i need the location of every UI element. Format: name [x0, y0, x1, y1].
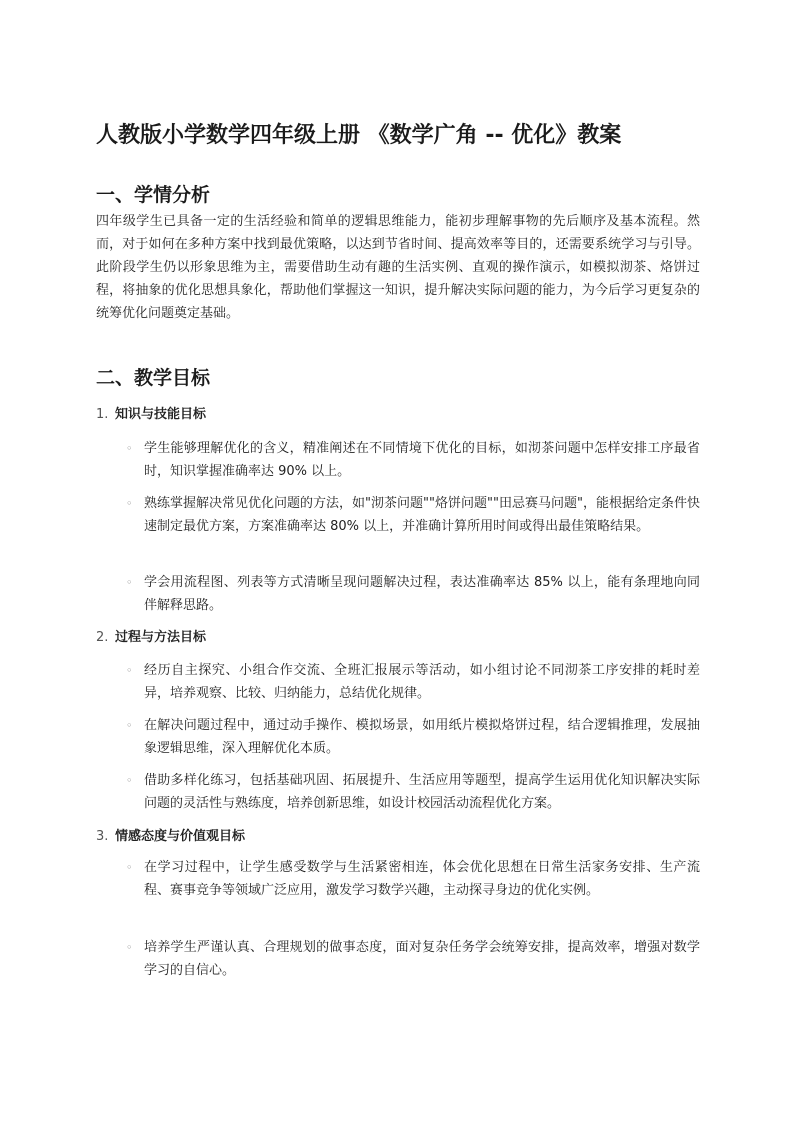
bullet-icon: ◦ — [126, 497, 133, 510]
bullet-icon: ◦ — [126, 774, 133, 787]
list-item: ◦ 学生能够理解优化的含义，精准阐述在不同情境下优化的目标，如沏茶问题中怎样安排工序最省时，知识掌握准确率达 90% 以上。 — [126, 437, 700, 483]
bullet-icon: ◦ — [126, 941, 133, 954]
list-item: ◦ 借助多样化练习，包括基础巩固、拓展提升、生活应用等题型，提高学生运用优化知识解决实际问题的灵活性与熟练度，培养创新思维，如设计校园活动流程优化方案。 — [126, 769, 700, 815]
bullet-icon: ◦ — [126, 861, 133, 874]
list-item: ◦ 学会用流程图、列表等方式清晰呈现问题解决过程，表达准确率达 85% 以上，能有条理地向同伴解释思路。 — [126, 571, 700, 617]
list-item: ◦ 在解决问题过程中，通过动手操作、模拟场景，如用纸片模拟烙饼过程，结合逻辑推理，发展抽象逻辑思维，深入理解优化本质。 — [126, 714, 700, 760]
bullet-icon: ◦ — [126, 442, 133, 455]
goal-label: 情感态度与价值观目标 — [115, 829, 246, 844]
list-item: ◦ 培养学生严谨认真、合理规划的做事态度，面对复杂任务学会统筹安排，提高效率，增强对数学学习的自信心。 — [126, 936, 700, 982]
list-number: 1. — [96, 407, 109, 422]
section-heading-learning-analysis: 一、学情分析 — [96, 184, 211, 206]
section-heading-teaching-goals: 二、教学目标 — [96, 367, 211, 389]
goal-label: 过程与方法目标 — [115, 630, 207, 645]
document-title: 人教版小学数学四年级上册 《数学广角 -- 优化》教案 — [96, 123, 622, 148]
bullet-icon: ◦ — [126, 664, 133, 677]
goal-item-attitude-values — [96, 826, 245, 848]
learning-analysis-paragraph: 四年级学生已具备一定的生活经验和简单的逻辑思维能力，能初步理解事物的先后顺序及基本流程。然而，对于如何在多种方案中找到最优策略，以达到节省时间、提高效率等目的，还需要系统学习与引导。此阶段学生仍以形象思维为主，需要借助生动有趣的生活实例、直观的操作演示，如模拟沏茶、烙饼过程，将抽象的优化思想具象化，帮助他们掌握这一知识，提升解决实际问题的能力，为今后学习更复杂的统筹优化问题奠定基础。 — [96, 214, 700, 321]
list-item: ◦ 经历自主探究、小组合作交流、全班汇报展示等活动，如小组讨论不同沏茶工序安排的耗时差异，培养观察、比较、归纳能力，总结优化规律。 — [126, 659, 700, 705]
list-item: ◦ 在学习过程中，让学生感受数学与生活紧密相连，体会优化思想在日常生活家务安排、生产流程、赛事竞争等领域广泛应用，激发学习数学兴趣，主动探寻身边的优化实例。 — [126, 856, 700, 902]
bullet-icon: ◦ — [126, 719, 133, 732]
goal-label: 知识与技能目标 — [115, 407, 207, 422]
list-number: 2. — [96, 630, 109, 645]
goal-item-process-methods — [96, 627, 206, 649]
list-item: ◦ 熟练掌握解决常见优化问题的方法，如"沏茶问题""烙饼问题""田忌赛马问题"，能根据给定条件快速制定最优方案，方案准确率达 80% 以上，并准确计算所用时间或得出最佳策略结果。 — [126, 492, 700, 538]
goal-item-knowledge-skills — [96, 404, 206, 426]
list-number: 3. — [96, 829, 109, 844]
bullet-icon: ◦ — [126, 576, 133, 589]
